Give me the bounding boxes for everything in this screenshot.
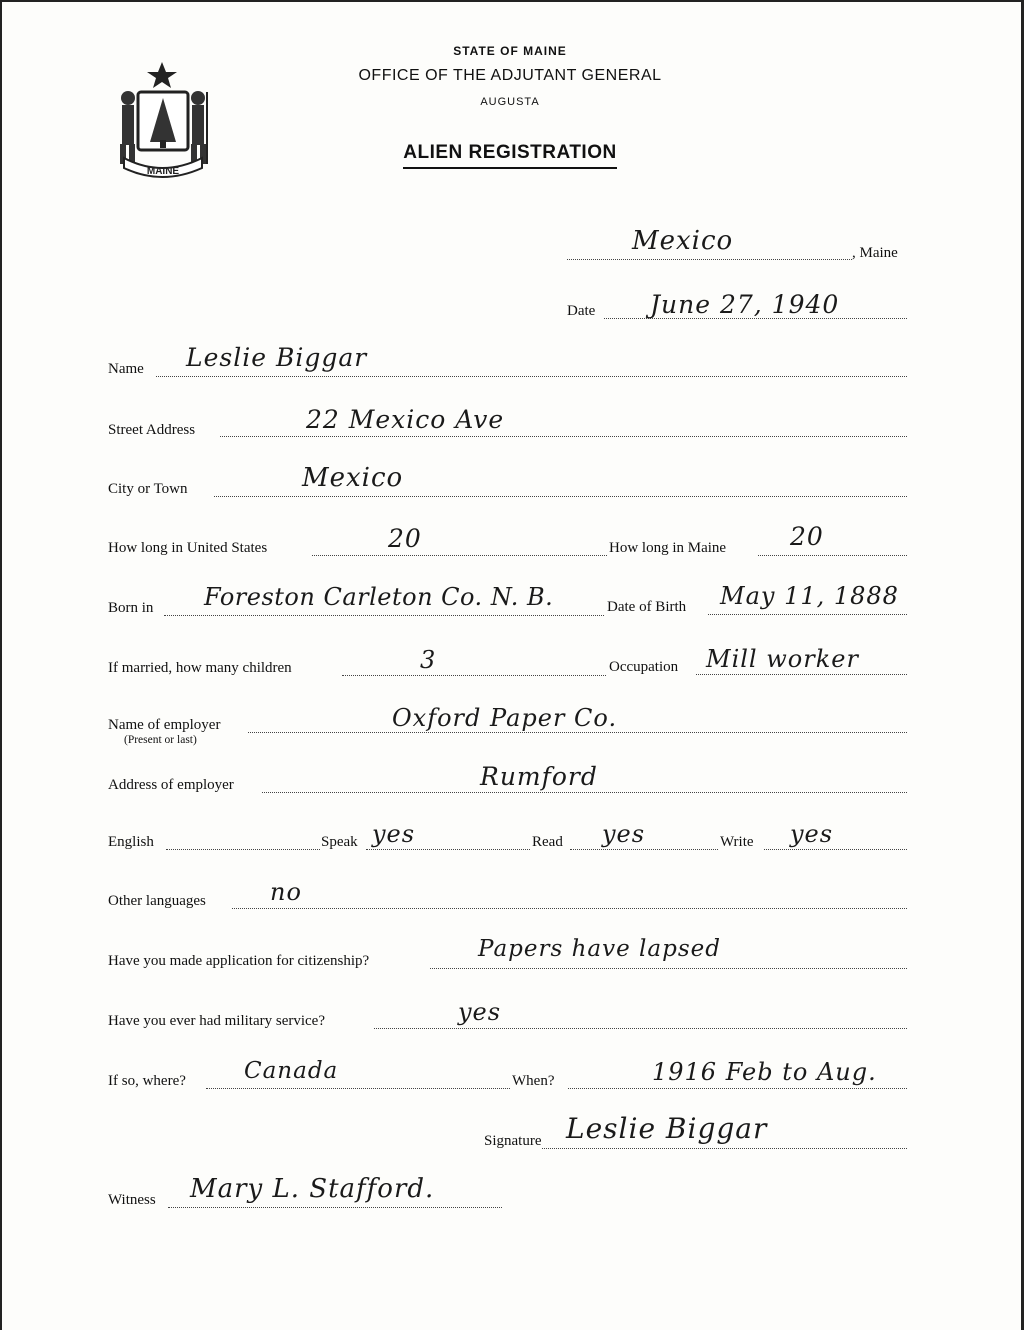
street-label: Street Address bbox=[108, 422, 196, 438]
scan-border-top bbox=[0, 0, 1024, 2]
header-office: OFFICE OF THE ADJUTANT GENERAL bbox=[358, 67, 662, 84]
where-label: If so, where? bbox=[108, 1073, 186, 1089]
seal-text: MAINE bbox=[146, 166, 180, 177]
write-line bbox=[764, 849, 907, 850]
date-of-birth-line bbox=[708, 614, 907, 615]
how-long-us-line bbox=[312, 555, 607, 556]
how-long-maine-line bbox=[758, 555, 907, 556]
other-languages-label: Other languages bbox=[108, 893, 206, 909]
town-line bbox=[567, 259, 852, 260]
speak-line bbox=[366, 849, 530, 850]
how-long-maine-label: How long in Maine bbox=[609, 540, 727, 556]
employer-sublabel: (Present or last) bbox=[124, 734, 197, 746]
read-line bbox=[570, 849, 718, 850]
witness-label: Witness bbox=[108, 1192, 156, 1208]
how-long-maine-value: 20 bbox=[790, 522, 824, 551]
citizenship-label: Have you made application for citizenship? bbox=[108, 953, 370, 969]
name-line bbox=[156, 376, 907, 377]
employer-address-value: Rumford bbox=[480, 762, 598, 791]
speak-label: Speak bbox=[321, 834, 358, 850]
children-line bbox=[342, 675, 606, 676]
date-value: June 27, 1940 bbox=[650, 290, 840, 319]
occupation-value: Mill worker bbox=[706, 645, 859, 673]
born-in-line bbox=[164, 615, 604, 616]
speak-value: yes bbox=[372, 820, 416, 848]
date-label: Date bbox=[567, 303, 596, 319]
children-label: If married, how many children bbox=[108, 660, 292, 676]
born-in-label: Born in bbox=[108, 600, 154, 616]
children-value: 3 bbox=[420, 646, 437, 674]
employer-label: Name of employer bbox=[108, 717, 221, 733]
state-seal-icon bbox=[110, 58, 215, 183]
read-value: yes bbox=[602, 820, 646, 848]
citizenship-line bbox=[430, 968, 907, 969]
scan-border-left bbox=[0, 0, 2, 1330]
when-value: 1916 Feb to Aug. bbox=[652, 1058, 877, 1086]
english-line bbox=[166, 849, 320, 850]
date-of-birth-value: May 11, 1888 bbox=[720, 582, 899, 610]
street-value: 22 Mexico Ave bbox=[306, 405, 505, 434]
employer-address-label: Address of employer bbox=[108, 777, 234, 793]
signature-value: Leslie Biggar bbox=[566, 1112, 768, 1145]
other-languages-value: no bbox=[270, 878, 302, 906]
signature-line bbox=[542, 1148, 907, 1149]
street-line bbox=[220, 436, 907, 437]
read-label: Read bbox=[532, 834, 563, 850]
military-value: yes bbox=[458, 998, 502, 1026]
date-of-birth-label: Date of Birth bbox=[607, 599, 687, 615]
town-value: Mexico bbox=[632, 226, 734, 256]
city-value: Mexico bbox=[302, 463, 404, 493]
how-long-us-label: How long in United States bbox=[108, 540, 268, 556]
employer-address-line bbox=[262, 792, 907, 793]
where-line bbox=[206, 1088, 510, 1089]
signature-label: Signature bbox=[484, 1133, 542, 1149]
occupation-label: Occupation bbox=[609, 659, 679, 675]
how-long-us-value: 20 bbox=[388, 524, 422, 553]
form-title: ALIEN REGISTRATION bbox=[300, 142, 720, 164]
when-label: When? bbox=[512, 1073, 555, 1089]
city-label: City or Town bbox=[108, 481, 188, 497]
header-city: AUGUSTA bbox=[480, 96, 540, 108]
name-value: Leslie Biggar bbox=[186, 343, 368, 372]
military-label: Have you ever had military service? bbox=[108, 1013, 325, 1029]
where-value: Canada bbox=[244, 1058, 339, 1084]
other-languages-line bbox=[232, 908, 907, 909]
witness-value: Mary L. Stafford. bbox=[190, 1174, 435, 1204]
occupation-line bbox=[696, 674, 907, 675]
maine-label: , Maine bbox=[852, 245, 898, 261]
born-in-value: Foreston Carleton Co. N. B. bbox=[204, 583, 554, 611]
write-label: Write bbox=[720, 834, 754, 850]
witness-line bbox=[168, 1207, 502, 1208]
city-line bbox=[214, 496, 907, 497]
citizenship-value: Papers have lapsed bbox=[478, 936, 721, 962]
write-value: yes bbox=[790, 820, 834, 848]
name-label: Name bbox=[108, 361, 144, 377]
employer-line bbox=[248, 732, 907, 733]
header-state: STATE OF MAINE bbox=[453, 44, 567, 58]
english-label: English bbox=[108, 834, 154, 850]
when-line bbox=[568, 1088, 907, 1089]
military-line bbox=[374, 1028, 907, 1029]
employer-value: Oxford Paper Co. bbox=[392, 704, 618, 732]
